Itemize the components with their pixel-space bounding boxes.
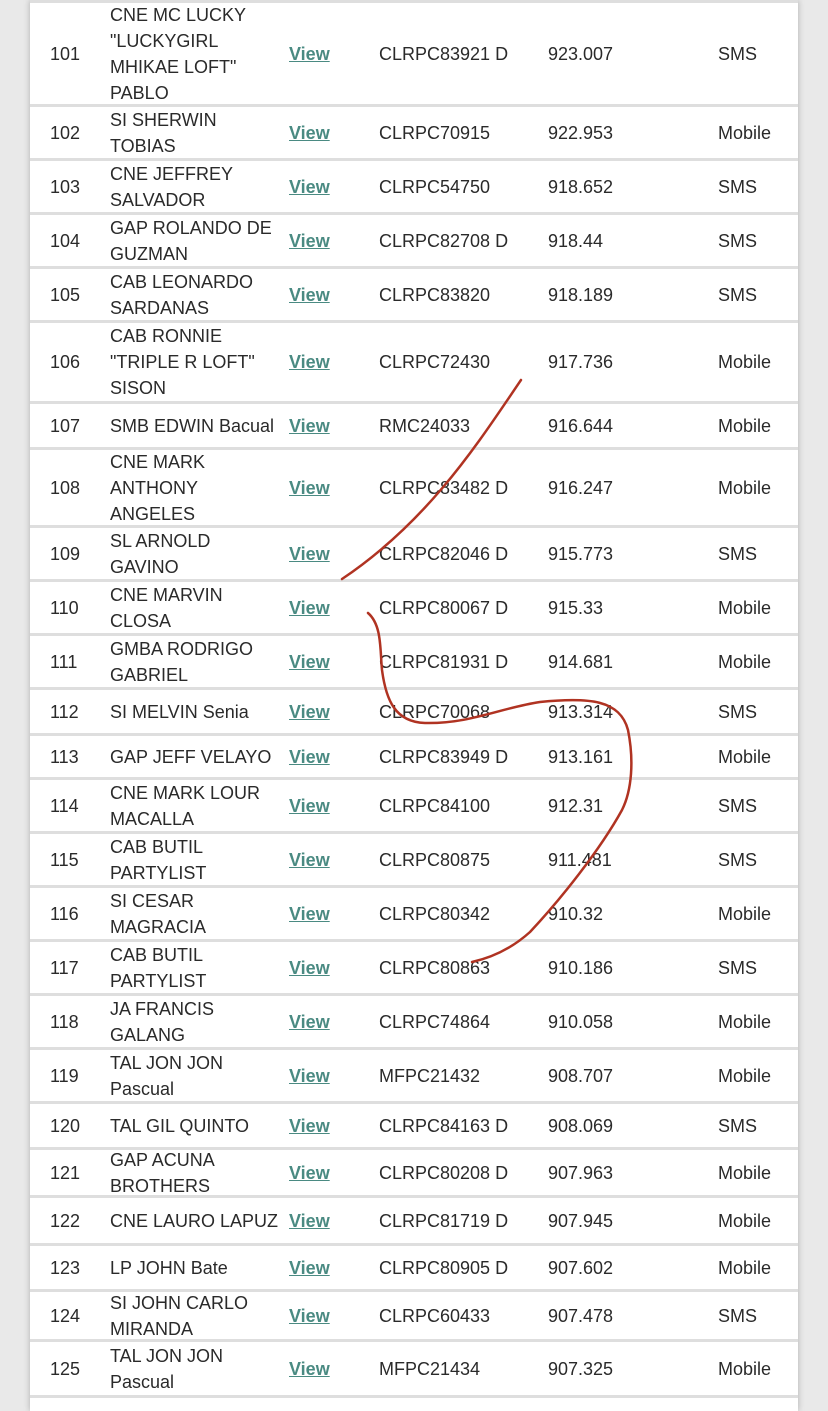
name-cell: CNE MARK ANTHONY ANGELES	[110, 451, 206, 524]
ring-number-cell: CLRPC80067 D	[379, 597, 509, 618]
table-row	[30, 323, 798, 404]
view-link[interactable]: View	[289, 230, 330, 251]
rank-cell: 121	[50, 1162, 81, 1183]
view-link[interactable]: View	[289, 701, 330, 722]
rank-cell: 125	[50, 1358, 81, 1379]
rank-cell: 114	[50, 795, 79, 816]
name-cell: CAB BUTIL PARTYLIST	[110, 944, 207, 991]
name-cell: SL ARNOLD GAVINO	[110, 530, 211, 577]
rank-cell: 123	[50, 1257, 81, 1278]
via-cell: Mobile	[718, 122, 772, 143]
via-cell: SMS	[718, 1305, 758, 1326]
table-row	[30, 3, 798, 107]
ring-number-cell: CLRPC80208 D	[379, 1162, 509, 1183]
via-cell: SMS	[718, 230, 758, 251]
table-row	[30, 1198, 798, 1246]
name-cell: CNE MARK LOUR MACALLA	[110, 782, 261, 829]
table-row	[30, 215, 798, 269]
speed-cell: 912.31	[548, 795, 604, 816]
via-cell: SMS	[718, 1115, 758, 1136]
table-row	[30, 1342, 798, 1398]
via-cell: Mobile	[718, 651, 772, 672]
name-cell: GAP JEFF VELAYO	[110, 746, 272, 767]
rank-cell: 107	[50, 415, 81, 436]
speed-cell: 910.32	[548, 903, 604, 924]
via-cell: SMS	[718, 849, 758, 870]
table-row	[30, 404, 798, 450]
rank-cell: 111	[50, 651, 78, 672]
via-cell: Mobile	[718, 1358, 772, 1379]
table-row	[30, 1292, 798, 1342]
rank-cell: 101	[50, 43, 81, 64]
rank-cell: 110	[50, 597, 79, 618]
ring-number-cell: CLRPC81931 D	[379, 651, 509, 672]
speed-cell: 910.186	[548, 957, 614, 978]
ring-number-cell: CLRPC81719 D	[379, 1210, 509, 1231]
table-row	[30, 834, 798, 888]
view-link[interactable]: View	[289, 176, 330, 197]
name-cell: SI MELVIN Senia	[110, 701, 249, 722]
ring-number-cell: CLRPC80875	[379, 849, 491, 870]
results-page	[30, 0, 798, 1411]
view-link[interactable]: View	[289, 1210, 330, 1231]
ring-number-cell: CLRPC83482 D	[379, 477, 509, 498]
ring-number-cell: CLRPC83921 D	[379, 43, 509, 64]
rank-cell: 117	[50, 957, 79, 978]
view-link[interactable]: View	[289, 284, 330, 305]
rank-cell: 105	[50, 284, 81, 305]
ring-number-cell: CLRPC70915	[379, 122, 491, 143]
name-cell: LP JOHN Bate	[110, 1257, 228, 1278]
table-row	[30, 942, 798, 996]
table-row	[30, 107, 798, 161]
rank-cell: 103	[50, 176, 81, 197]
view-link[interactable]: View	[289, 477, 330, 498]
view-link[interactable]: View	[289, 849, 330, 870]
view-link[interactable]: View	[289, 415, 330, 436]
table-row	[30, 161, 798, 215]
table-row	[30, 996, 798, 1050]
table-row	[30, 528, 798, 582]
speed-cell: 910.058	[548, 1011, 614, 1032]
speed-cell: 913.314	[548, 701, 614, 722]
speed-cell: 913.161	[548, 746, 614, 767]
ring-number-cell: CLRPC72430	[379, 352, 491, 372]
view-link[interactable]: View	[289, 1065, 330, 1086]
ring-number-cell: CLRPC84100	[379, 795, 491, 816]
rank-cell: 124	[50, 1305, 81, 1326]
via-cell: SMS	[718, 176, 758, 197]
via-cell: Mobile	[718, 415, 772, 436]
speed-cell: 916.644	[548, 415, 614, 436]
rank-cell: 115	[50, 849, 79, 870]
ring-number-cell: CLRPC82708 D	[379, 230, 509, 251]
ring-number-cell: CLRPC80905 D	[379, 1257, 509, 1278]
rank-cell: 119	[50, 1065, 79, 1086]
ring-number-cell: RMC24033	[379, 415, 471, 436]
speed-cell: 915.773	[548, 543, 614, 564]
via-cell: SMS	[718, 957, 758, 978]
table-row	[30, 690, 798, 736]
ring-number-cell: CLRPC54750	[379, 176, 491, 197]
speed-cell: 907.602	[548, 1257, 614, 1278]
speed-cell: 908.707	[548, 1065, 614, 1086]
ring-number-cell: MFPC21432	[379, 1065, 481, 1086]
rank-cell: 122	[50, 1210, 81, 1231]
view-link[interactable]: View	[289, 651, 330, 672]
name-cell: JA FRANCIS GALANG	[110, 998, 215, 1045]
view-link[interactable]: View	[289, 795, 330, 816]
ring-number-cell: MFPC21434	[379, 1358, 481, 1379]
speed-cell: 907.963	[548, 1162, 614, 1183]
name-cell: SMB EDWIN Bacual	[110, 415, 275, 436]
view-link[interactable]: View	[289, 1257, 330, 1278]
via-cell: Mobile	[718, 1257, 772, 1278]
name-cell: GAP ROLANDO DE GUZMAN	[110, 217, 272, 264]
rank-cell: 120	[50, 1115, 81, 1136]
via-cell: SMS	[718, 43, 758, 64]
table-row	[30, 582, 798, 636]
name-cell: SI SHERWIN TOBIAS	[110, 109, 217, 156]
via-cell: Mobile	[718, 597, 772, 618]
view-link[interactable]: View	[289, 1358, 330, 1379]
rank-cell: 104	[50, 230, 81, 251]
ring-number-cell: CLRPC80863	[379, 957, 491, 978]
speed-cell: 918.652	[548, 176, 614, 197]
via-cell: Mobile	[718, 352, 772, 372]
ring-number-cell: CLRPC84163 D	[379, 1115, 509, 1136]
speed-cell: 917.736	[548, 352, 614, 372]
ring-number-cell: CLRPC83949 D	[379, 746, 509, 767]
via-cell: Mobile	[718, 1162, 772, 1183]
name-cell: CNE MARVIN CLOSA	[110, 584, 223, 631]
view-link[interactable]: View	[289, 122, 330, 143]
table-row	[30, 1150, 798, 1198]
table-row	[30, 736, 798, 780]
ring-number-cell: CLRPC60433	[379, 1305, 491, 1326]
via-cell: Mobile	[718, 1210, 772, 1231]
table-row	[30, 1246, 798, 1292]
ring-number-cell: CLRPC74864	[379, 1011, 491, 1032]
name-cell: GMBA RODRIGO GABRIEL	[110, 638, 254, 685]
ring-number-cell: CLRPC70068	[379, 701, 491, 722]
table-row	[30, 269, 798, 323]
speed-cell: 918.189	[548, 284, 614, 305]
speed-cell: 918.44	[548, 230, 604, 251]
table-row	[30, 1104, 798, 1150]
name-cell: CAB LEONARDO SARDANAS	[110, 271, 254, 318]
via-cell: SMS	[718, 284, 758, 305]
rank-cell: 116	[50, 903, 79, 924]
view-link[interactable]: View	[289, 543, 330, 564]
name-cell: CNE JEFFREY SALVADOR	[110, 163, 233, 210]
via-cell: Mobile	[718, 746, 772, 767]
via-cell: Mobile	[718, 1011, 772, 1032]
ring-number-cell: CLRPC82046 D	[379, 543, 509, 564]
speed-cell: 916.247	[548, 477, 614, 498]
via-cell: SMS	[718, 701, 758, 722]
view-link[interactable]: View	[289, 1115, 330, 1136]
rank-cell: 102	[50, 122, 81, 143]
table-row	[30, 636, 798, 690]
via-cell: SMS	[718, 543, 758, 564]
via-cell: Mobile	[718, 1065, 772, 1086]
table-row	[30, 450, 798, 528]
table-row	[30, 888, 798, 942]
view-link[interactable]: View	[289, 1305, 330, 1326]
table-row	[30, 1050, 798, 1104]
rank-cell: 112	[50, 701, 79, 722]
rank-cell: 113	[50, 746, 79, 767]
rank-cell: 109	[50, 543, 81, 564]
view-link[interactable]: View	[289, 1011, 330, 1032]
ring-number-cell: CLRPC83820	[379, 284, 491, 305]
speed-cell: 907.325	[548, 1358, 614, 1379]
name-cell: CNE MC LUCKY "LUCKYGIRL MHIKAE LOFT" PABLO	[110, 4, 246, 103]
speed-cell: 922.953	[548, 122, 614, 143]
view-link[interactable]: View	[289, 746, 330, 767]
speed-cell: 911.481	[548, 849, 612, 870]
via-cell: Mobile	[718, 903, 772, 924]
view-link[interactable]: View	[289, 43, 330, 64]
view-link[interactable]: View	[289, 903, 330, 924]
name-cell: SI CESAR MAGRACIA	[110, 890, 207, 937]
rank-cell: 118	[50, 1011, 79, 1032]
view-link[interactable]: View	[289, 597, 330, 618]
rank-cell: 108	[50, 477, 81, 498]
table-row	[30, 780, 798, 834]
name-cell: TAL GIL QUINTO	[110, 1115, 250, 1136]
speed-cell: 908.069	[548, 1115, 614, 1136]
name-cell: TAL JON JON Pascual	[110, 1052, 224, 1099]
rank-cell: 106	[50, 352, 81, 372]
speed-cell: 923.007	[548, 43, 614, 64]
ring-number-cell: CLRPC80342	[379, 903, 491, 924]
view-link[interactable]: View	[289, 352, 330, 372]
via-cell: Mobile	[718, 477, 772, 498]
speed-cell: 915.33	[548, 597, 604, 618]
speed-cell: 914.681	[548, 651, 614, 672]
via-cell: SMS	[718, 795, 758, 816]
view-link[interactable]: View	[289, 957, 330, 978]
speed-cell: 907.945	[548, 1210, 614, 1231]
view-link[interactable]: View	[289, 1162, 330, 1183]
name-cell: GAP ACUNA BROTHERS	[110, 1149, 214, 1196]
name-cell: TAL JON JON Pascual	[110, 1345, 224, 1392]
speed-cell: 907.478	[548, 1305, 614, 1326]
name-cell: CAB RONNIE "TRIPLE R LOFT" SISON	[110, 326, 255, 398]
name-cell: SI JOHN CARLO MIRANDA	[110, 1292, 249, 1339]
name-cell: CAB BUTIL PARTYLIST	[110, 836, 207, 883]
name-cell: CNE LAURO LAPUZ	[110, 1210, 279, 1231]
